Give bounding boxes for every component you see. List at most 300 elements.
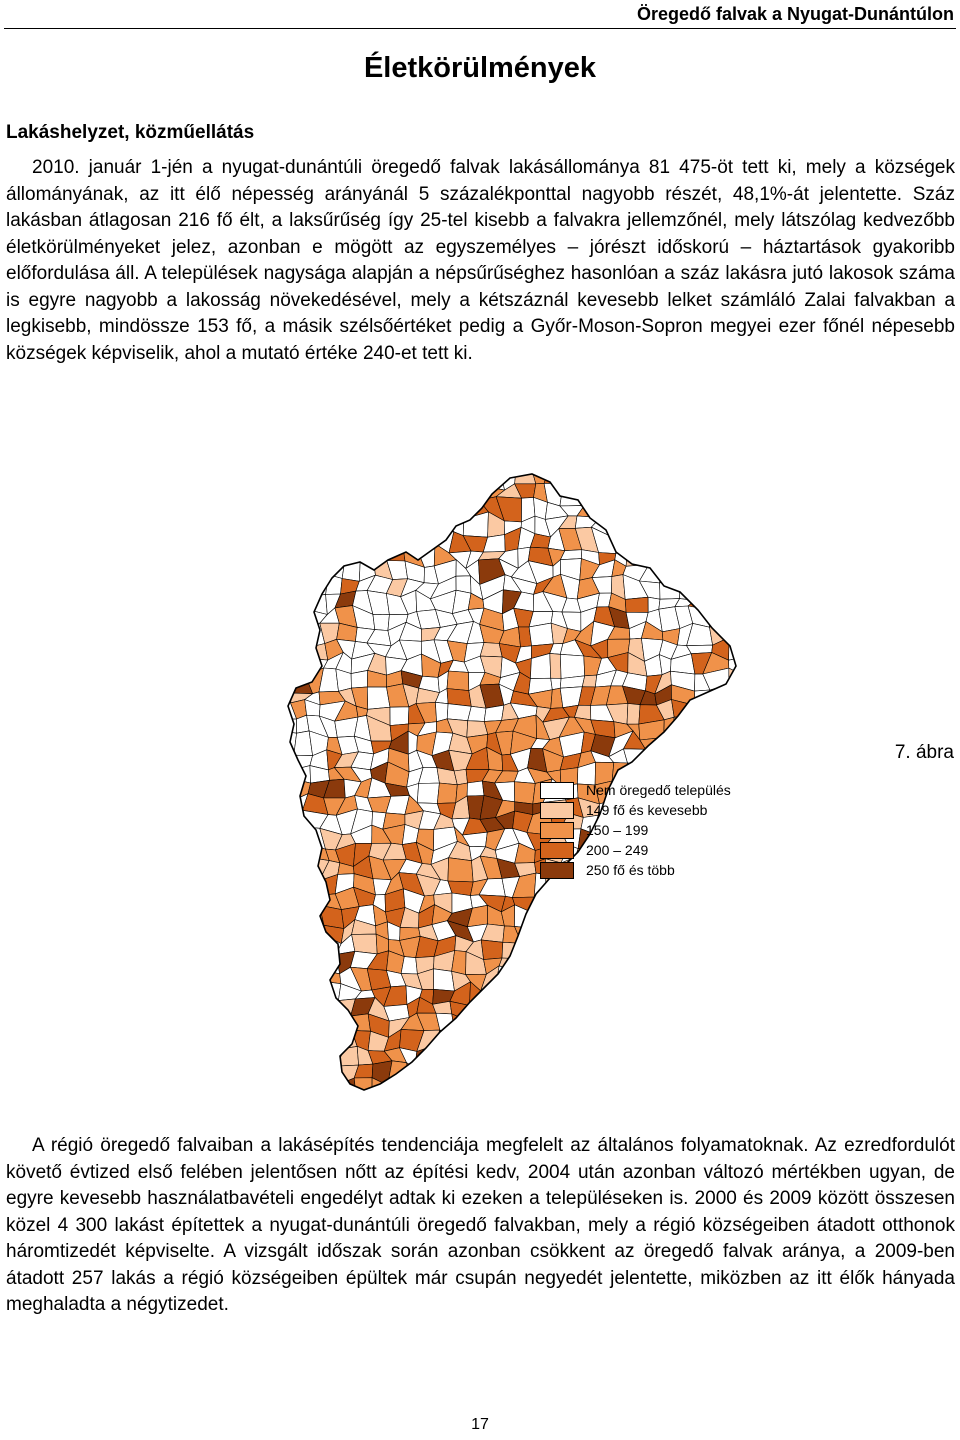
settlement-cell: [644, 922, 664, 944]
settlement-cell: [310, 925, 324, 936]
settlement-cell: [623, 482, 644, 498]
settlement-cell: [693, 560, 709, 585]
settlement-cell: [695, 1046, 708, 1068]
settlement-cell: [260, 810, 273, 833]
settlement-cell: [292, 966, 309, 989]
settlement-cell: [533, 1051, 553, 1064]
settlement-cell: [387, 470, 407, 488]
settlement-cell: [657, 888, 673, 911]
settlement-cell: [468, 470, 486, 488]
settlement-cell: [272, 653, 297, 678]
settlement-cell: [576, 906, 595, 929]
settlement-cell: [703, 747, 728, 772]
legend-label: 250 fő és több: [586, 862, 675, 878]
settlement-cell: [369, 500, 393, 518]
settlement-cell: [452, 1014, 465, 1036]
settlement-cell: [729, 668, 740, 689]
settlement-cell: [321, 529, 342, 550]
settlement-cell: [658, 1013, 676, 1037]
settlement-cell: [657, 1078, 680, 1096]
settlement-cell: [273, 577, 295, 597]
settlement-cell: [527, 1033, 550, 1054]
settlement-cell: [640, 998, 663, 1014]
settlement-cell: [531, 954, 547, 970]
settlement-cell: [695, 690, 712, 709]
settlement-cell: [373, 527, 394, 548]
settlement-cell: [354, 548, 375, 563]
settlement-cell: [664, 943, 671, 957]
settlement-cell: [277, 922, 289, 940]
settlement-cell: [275, 780, 296, 804]
legend-swatch: [540, 842, 574, 859]
settlement-cell: [548, 1021, 566, 1034]
settlement-cell: [596, 890, 614, 912]
settlement-cell: [343, 486, 358, 503]
settlement-cell: [286, 498, 309, 521]
settlement-cell: [275, 770, 296, 789]
legend-item: [540, 780, 760, 800]
settlement-cell: [496, 966, 520, 991]
settlement-cell: [723, 470, 740, 486]
settlement-cell: [495, 1063, 519, 1078]
page-number: 17: [471, 1416, 489, 1433]
paragraph-1: [6, 155, 955, 367]
settlement-cell: [706, 1028, 728, 1051]
settlement-cell: [270, 483, 290, 502]
settlement-cell: [708, 593, 727, 613]
settlement-cell: [664, 736, 673, 755]
settlement-cell: [447, 671, 469, 691]
settlement-cell: [529, 1081, 549, 1096]
settlement-cell: [260, 799, 275, 815]
settlement-cell: [297, 640, 310, 658]
settlement-cell: [294, 658, 306, 678]
settlement-cell: [288, 827, 305, 844]
settlement-cell: [670, 939, 695, 960]
settlement-cell: [515, 954, 536, 974]
settlement-cell: [624, 920, 648, 941]
settlement-cell: [675, 484, 695, 501]
settlement-cell: [306, 970, 327, 989]
settlement-cell: [642, 937, 664, 952]
settlement-cell: [547, 989, 565, 1007]
settlement-cell: [271, 810, 298, 834]
settlement-cell: [728, 1013, 740, 1038]
settlement-cell: [319, 1013, 343, 1033]
settlement-cell: [723, 501, 740, 517]
settlement-cell: [496, 983, 518, 1000]
settlement-cell: [694, 939, 713, 960]
settlement-cell: [569, 891, 582, 912]
settlement-cell: [658, 544, 678, 567]
settlement-cell: [562, 967, 581, 989]
settlement-cell: [260, 1061, 281, 1080]
settlement-cell: [290, 981, 313, 1006]
settlement-cell: [274, 1017, 296, 1034]
settlement-cell: [709, 1013, 729, 1039]
settlement-cell: [484, 1063, 497, 1080]
settlement-cell: [515, 1063, 533, 1082]
legend-label: 200 – 249: [586, 842, 649, 858]
settlement-cell: [260, 701, 280, 720]
settlement-cell: [448, 470, 473, 488]
settlement-cell: [625, 529, 650, 554]
settlement-cell: [288, 624, 311, 647]
settlement-cell: [414, 530, 435, 544]
settlement-cell: [312, 892, 320, 907]
settlement-cell: [560, 483, 585, 506]
settlement-cell: [518, 970, 531, 991]
settlement-cell: [463, 1015, 484, 1036]
settlement-cell: [694, 705, 712, 722]
settlement-cell: [681, 521, 694, 536]
settlement-cell: [547, 967, 569, 991]
settlement-cell: [277, 906, 291, 927]
settlement-cell: [325, 1066, 341, 1084]
settlement-cell: [480, 643, 502, 657]
settlement-cell: [720, 1061, 740, 1080]
settlement-cell: [728, 751, 740, 768]
settlement-cell: [692, 997, 713, 1022]
settlement-cell: [719, 1049, 740, 1065]
settlement-cell: [464, 487, 486, 505]
settlement-cell: [273, 560, 297, 581]
settlement-cell: [274, 966, 294, 988]
settlement-cell: [630, 907, 646, 926]
settlement-cell: [562, 1007, 582, 1022]
settlement-cell: [260, 470, 276, 490]
settlement-cell: [391, 527, 403, 546]
settlement-cell: [674, 551, 694, 567]
settlement-cell: [463, 1063, 486, 1086]
settlement-cell: [351, 1014, 371, 1031]
settlement-cell: [369, 514, 390, 531]
settlement-cell: [612, 950, 632, 971]
settlement-cell: [309, 486, 328, 501]
settlement-cell: [576, 1013, 597, 1037]
settlement-cell: [611, 1065, 632, 1080]
map-legend: [540, 780, 760, 880]
settlement-cell: [385, 499, 407, 520]
settlement-cell: [448, 1059, 466, 1086]
settlement-cell: [675, 470, 694, 490]
settlement-cell: [678, 560, 694, 580]
settlement-cell: [593, 1045, 616, 1065]
settlement-cell: [499, 958, 520, 974]
settlement-cell: [560, 906, 586, 926]
settlement-cell: [612, 1036, 632, 1048]
settlement-cell: [560, 654, 584, 678]
settlement-cell: [706, 923, 727, 943]
settlement-cell: [308, 529, 324, 550]
settlement-cell: [673, 888, 692, 911]
settlement-cell: [544, 1049, 567, 1069]
settlement-cell: [498, 1000, 521, 1018]
settlement-cell: [260, 607, 280, 626]
settlement-cell: [723, 1079, 740, 1096]
settlement-cell: [599, 483, 615, 506]
settlement-cell: [308, 470, 324, 488]
settlement-cell: [290, 470, 311, 486]
settlement-cell: [260, 846, 276, 862]
settlement-cell: [352, 934, 378, 954]
settlement-cell: [708, 1079, 724, 1096]
settlement-cell: [484, 470, 505, 490]
settlement-cell: [514, 1000, 536, 1017]
settlement-cell: [324, 954, 340, 973]
settlement-cell: [582, 675, 597, 687]
settlement-cell: [694, 578, 710, 600]
legend-label: 150 – 199: [586, 822, 649, 838]
settlement-cell: [578, 988, 594, 1007]
settlement-cell: [630, 998, 644, 1015]
settlement-cell: [434, 1046, 452, 1061]
settlement-cell: [260, 626, 280, 644]
settlement-cell: [719, 513, 740, 533]
legend-swatch: [540, 802, 574, 819]
settlement-cell: [610, 515, 630, 537]
settlement-cell: [687, 1080, 710, 1096]
settlement-cell: [421, 500, 436, 520]
settlement-cell: [548, 1007, 564, 1022]
settlement-cell: [448, 1048, 474, 1065]
settlement-cell: [560, 953, 582, 970]
settlement-cell: [336, 533, 356, 550]
settlement-cell: [679, 578, 695, 600]
settlement-cell: [711, 936, 721, 957]
settlement-cell: [664, 922, 681, 944]
settlement-cell: [703, 565, 727, 585]
settlement-cell: [672, 1045, 697, 1063]
settlement-cell: [367, 687, 390, 709]
settlement-cell: [607, 483, 629, 499]
settlement-cell: [308, 521, 324, 529]
settlement-cell: [288, 611, 312, 631]
settlement-cell: [687, 972, 710, 989]
legend-swatch: [540, 782, 574, 799]
settlement-cell: [658, 1004, 682, 1020]
settlement-cell: [562, 988, 583, 1007]
settlement-cell: [608, 890, 634, 912]
settlement-cell: [661, 1029, 676, 1051]
settlement-cell: [319, 521, 342, 533]
settlement-cell: [560, 1049, 581, 1069]
settlement-cell: [402, 533, 417, 546]
settlement-cell: [290, 892, 311, 907]
settlement-cell: [694, 532, 713, 552]
settlement-cell: [418, 1078, 437, 1096]
settlement-cell: [623, 1046, 647, 1066]
settlement-cell: [401, 957, 417, 974]
settlement-cell: [273, 844, 298, 867]
settlement-cell: [534, 907, 549, 929]
settlement-cell: [644, 986, 664, 1004]
settlement-cell: [310, 563, 329, 576]
settlement-cell: [357, 514, 375, 533]
settlement-cell: [711, 997, 728, 1013]
settlement-cell: [709, 1061, 723, 1080]
settlement-cell: [307, 1045, 327, 1066]
settlement-cell: [559, 919, 586, 944]
settlement-cell: [417, 783, 439, 803]
settlement-cell: [272, 517, 295, 538]
settlement-cell: [372, 470, 388, 488]
settlement-cell: [434, 969, 455, 991]
settlement-cell: [437, 783, 457, 803]
settlement-cell: [703, 545, 721, 565]
settlement-cell: [616, 981, 633, 1004]
legend-item: [540, 800, 760, 820]
settlement-cell: [551, 678, 561, 690]
settlement-cell: [708, 482, 723, 506]
settlement-cell: [306, 982, 327, 1007]
settlement-cell: [639, 1062, 658, 1084]
settlement-cell: [640, 1013, 663, 1036]
settlement-cell: [644, 905, 664, 926]
settlement-cell: [691, 716, 709, 739]
settlement-cell: [481, 940, 503, 960]
settlement-cell: [616, 1000, 632, 1022]
settlement-cell: [592, 968, 615, 989]
settlement-cell: [372, 483, 393, 504]
settlement-cell: [484, 1075, 500, 1096]
settlement-cell: [719, 593, 740, 612]
settlement-cell: [547, 958, 569, 970]
settlement-cell: [321, 544, 344, 565]
settlement-cell: [639, 1082, 660, 1096]
settlement-cell: [721, 545, 740, 564]
figure-label: 7. ábra: [894, 742, 954, 763]
settlement-cell: [498, 1017, 522, 1038]
chapter-title: Életkörülmények: [363, 52, 597, 84]
settlement-cell: [580, 1077, 596, 1097]
settlement-cell: [468, 706, 486, 721]
settlement-cell: [479, 1015, 501, 1037]
settlement-cell: [309, 956, 326, 971]
settlement-cell: [709, 585, 727, 594]
settlement-cell: [593, 928, 618, 945]
settlement-cell: [275, 1076, 292, 1096]
settlement-cell: [639, 481, 664, 499]
settlement-cell: [260, 486, 275, 502]
settlement-cell: [706, 888, 728, 912]
settlement-cell: [593, 1034, 616, 1048]
settlement-cell: [287, 937, 313, 956]
settlement-cell: [277, 1032, 291, 1052]
settlement-cell: [593, 912, 616, 929]
settlement-cell: [293, 810, 305, 834]
settlement-cell: [721, 1000, 740, 1018]
settlement-cell: [649, 544, 661, 567]
settlement-cell: [260, 653, 280, 676]
settlement-cell: [436, 1078, 452, 1096]
settlement-cell: [260, 577, 278, 597]
paragraph-2-text: A régió öregedő falvaiban a lakásépítés tendenciája megfelelt az általános folyamatoknak. Az ezredfordulót követő évtized első felében jelentősen nőtt az építési kedv, 2004 után azonban változó mértékben ugyan, de egyre kevesebb használatbavételi engedélyt adtak ki ezeken a településeken is. 2000 és 2009 között összesen közel 4 300 lakást építettek a nyugat-dunántúli öregedő falvakban, mely a régió községeiben átadott otthonok háromtizedét képviselte. A vizsgált időszak során azonban csökkent az öregedő falvak aránya, a 2009-ben átadott 257 lakás a régió községeiben épültek már csupán negyedét jelentette, miközben az itt élők hányada meghaladta a négytizedet.: [6, 1135, 955, 1315]
settlement-cell: [723, 483, 740, 505]
settlement-cell: [580, 953, 600, 975]
settlement-cell: [533, 1001, 549, 1021]
settlement-cell: [694, 498, 713, 521]
settlement-cell: [723, 971, 741, 987]
settlement-cell: [483, 1000, 499, 1017]
settlement-cell: [288, 842, 312, 866]
settlement-cell: [726, 905, 740, 924]
legend-swatch: [540, 822, 574, 839]
settlement-cell: [260, 890, 280, 912]
settlement-cell: [612, 1015, 632, 1038]
settlement-cell: [705, 732, 727, 751]
settlement-cell: [693, 551, 713, 565]
settlement-cell: [288, 906, 311, 928]
settlement-cell: [611, 1046, 625, 1066]
settlement-cell: [719, 1033, 740, 1051]
settlement-cell: [463, 1080, 486, 1096]
settlement-cell: [528, 967, 547, 991]
settlement-cell: [708, 470, 724, 483]
settlement-cell: [260, 533, 279, 554]
settlement-cell: [336, 544, 360, 565]
settlement-cell: [642, 950, 666, 975]
settlement-cell: [638, 893, 661, 907]
settlement-cell: [500, 1029, 522, 1055]
settlement-cell: [260, 877, 275, 893]
settlement-cell: [624, 950, 649, 972]
settlement-cell: [657, 1045, 679, 1068]
settlement-cell: [519, 1045, 536, 1063]
settlement-cell: [260, 674, 281, 691]
settlement-cell: [687, 957, 711, 972]
settlement-cell: [323, 925, 344, 943]
settlement-cell: [612, 968, 633, 983]
settlement-cell: [641, 515, 657, 535]
settlement-cell: [726, 684, 740, 707]
settlement-cell: [305, 1081, 325, 1096]
settlement-cell: [286, 522, 309, 538]
settlement-cell: [706, 905, 728, 925]
settlement-cell: [324, 1083, 341, 1096]
settlement-cell: [260, 971, 280, 988]
settlement-cell: [643, 470, 665, 482]
settlement-cell: [305, 1061, 326, 1083]
settlement-cell: [289, 876, 312, 893]
settlement-cell: [260, 501, 275, 518]
settlement-cell: [679, 498, 694, 522]
settlement-cell: [661, 748, 680, 770]
settlement-cell: [434, 1059, 452, 1082]
settlement-cell: [271, 801, 293, 815]
settlement-cell: [694, 924, 713, 943]
settlement-cell: [657, 1061, 681, 1084]
settlement-cell: [260, 783, 281, 803]
header-rule: [4, 28, 956, 29]
settlement-cell: [275, 626, 297, 644]
settlement-cell: [260, 830, 276, 850]
settlement-cell: [671, 1004, 693, 1023]
settlement-cell: [287, 953, 309, 970]
settlement-cell: [277, 1047, 291, 1063]
settlement-cell: [260, 1017, 279, 1034]
settlement-cell: [287, 928, 313, 940]
settlement-cell: [703, 983, 723, 1000]
settlement-cell: [607, 470, 629, 486]
settlement-cell: [310, 878, 319, 896]
settlement-cell: [706, 707, 726, 722]
settlement-cell: [322, 486, 344, 503]
settlement-cell: [562, 1013, 579, 1037]
settlement-cell: [319, 1029, 345, 1054]
settlement-cell: [399, 519, 422, 535]
settlement-cell: [527, 928, 549, 941]
